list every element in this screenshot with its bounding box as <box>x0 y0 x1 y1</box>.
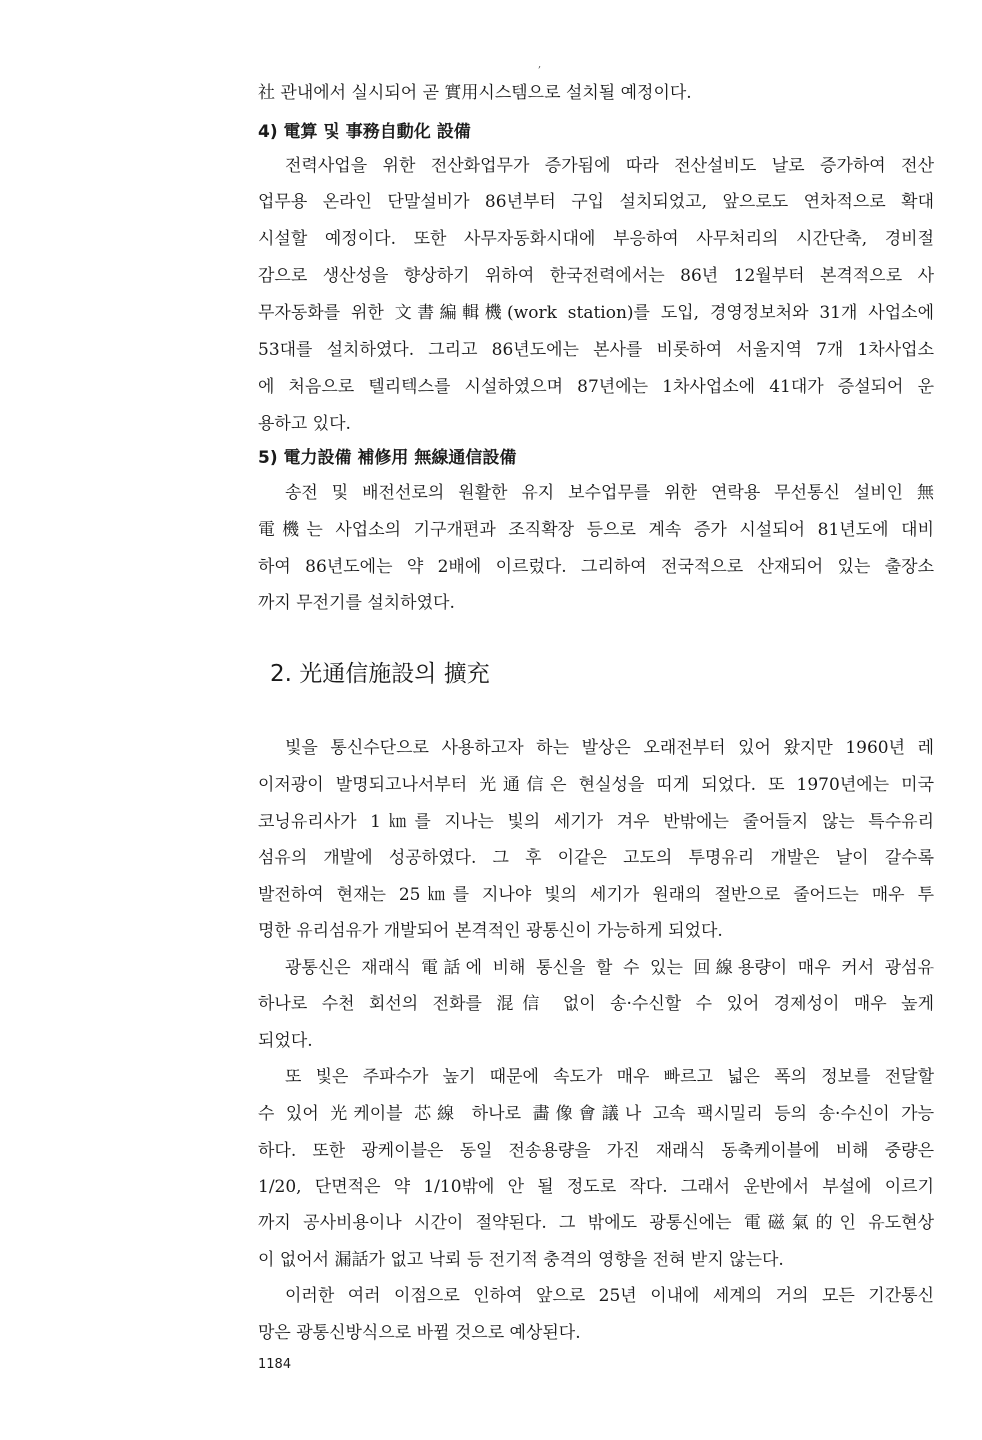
section-4-heading: 4) 電算 및 事務自動化 設備 <box>258 122 471 142</box>
intro-line: 社 관내에서 실시되어 곧 實用시스템으로 설치될 예정이다. <box>258 83 692 103</box>
text-line: 섬유의 개발에 성공하였다. 그 후 이같은 고도의 투명유리 개발은 날이 갈수록 <box>258 848 934 868</box>
text-line: 되었다. <box>258 1031 313 1051</box>
text-line: 송전 및 배전선로의 원활한 유지 보수업무를 위한 연락용 무선통신 설비인 無 <box>285 483 934 503</box>
text-line: 또 빛은 주파수가 높기 때문에 속도가 매우 빠르고 넓은 폭의 정보를 전달할 <box>285 1067 934 1087</box>
text-line: 까지 공사비용이나 시간이 절약된다. 그 밖에도 광통신에는 電磁氣的인 유도현상 <box>258 1213 934 1233</box>
text-line: 광통신은 재래식 電話에 비해 통신을 할 수 있는 回線용량이 매우 커서 광섬유 <box>285 958 934 978</box>
stray-mark: , <box>538 59 542 70</box>
text-line: 까지 무전기를 설치하였다. <box>258 593 455 613</box>
text-line: 전력사업을 위한 전산화업무가 증가됨에 따라 전산설비도 날로 증가하여 전산 <box>285 156 934 176</box>
text-line: 이 없어서 漏話가 없고 낙뢰 등 전기적 충격의 영향을 전혀 받지 않는다. <box>258 1250 784 1270</box>
section-2-heading: 2. 光通信施設의 擴充 <box>270 661 490 687</box>
text-line: 명한 유리섬유가 개발되어 본격적인 광통신이 가능하게 되었다. <box>258 921 723 941</box>
text-line: 1/20, 단면적은 약 1/10밖에 안 될 정도로 작다. 그래서 운반에서 부설에 이르기 <box>258 1177 934 1197</box>
text-line: 망은 광통신방식으로 바뀔 것으로 예상된다. <box>258 1323 581 1343</box>
text-line: 발전하여 현재는 25㎞를 지나야 빛의 세기가 원래의 절반으로 줄어드는 매우 투 <box>258 885 934 905</box>
text-line: 하여 86년도에는 약 2배에 이르렀다. 그리하여 전국적으로 산재되어 있는 출장소 <box>258 557 934 577</box>
text-line: 53대를 설치하였다. 그리고 86년도에는 본사를 비롯하여 서울지역 7개 1차사업소 <box>258 340 934 360</box>
text-line: 수 있어 光케이블 芯線 하나로 畵像會議나 고속 팩시밀리 등의 송·수신이 가능 <box>258 1104 934 1124</box>
page-number: 1184 <box>258 1357 292 1372</box>
text-line: 電機는 사업소의 기구개편과 조직확장 등으로 계속 증가 시설되어 81년도에 대비 <box>258 520 934 540</box>
text-line: 에 처음으로 텔리텍스를 시설하였으며 87년에는 1차사업소에 41대가 증설되어 운 <box>258 377 934 397</box>
text-line: 용하고 있다. <box>258 414 351 434</box>
section-5-heading: 5) 電力設備 補修用 無線通信設備 <box>258 448 517 468</box>
text-line: 이러한 여러 이점으로 인하여 앞으로 25년 이내에 세계의 거의 모든 기간통신 <box>285 1286 934 1306</box>
text-line: 무자동화를 위한 文書編輯機(work station)를 도입, 경영정보처와 31개 사업소에 <box>258 303 934 323</box>
text-line: 코닝유리사가 1㎞를 지나는 빛의 세기가 겨우 반밖에는 줄어들지 않는 특수유리 <box>258 812 934 832</box>
text-line: 빛을 통신수단으로 사용하고자 하는 발상은 오래전부터 있어 왔지만 1960년 레 <box>285 738 934 758</box>
text-line: 시설할 예정이다. 또한 사무자동화시대에 부응하여 사무처리의 시간단축, 경비절 <box>258 229 934 249</box>
text-line: 감으로 생산성을 향상하기 위하여 한국전력에서는 86년 12월부터 본격적으로 사 <box>258 266 934 286</box>
text-line: 이저광이 발명되고나서부터 光通信은 현실성을 띠게 되었다. 또 1970년에는 미국 <box>258 775 934 795</box>
text-line: 하나로 수천 회선의 전화를 混信 없이 송·수신할 수 있어 경제성이 매우 높게 <box>258 994 934 1014</box>
text-line: 업무용 온라인 단말설비가 86년부터 구입 설치되었고, 앞으로도 연차적으로 확대 <box>258 192 934 212</box>
text-line: 하다. 또한 광케이블은 동일 전송용량을 가진 재래식 동축케이블에 비해 중량은 <box>258 1141 934 1161</box>
